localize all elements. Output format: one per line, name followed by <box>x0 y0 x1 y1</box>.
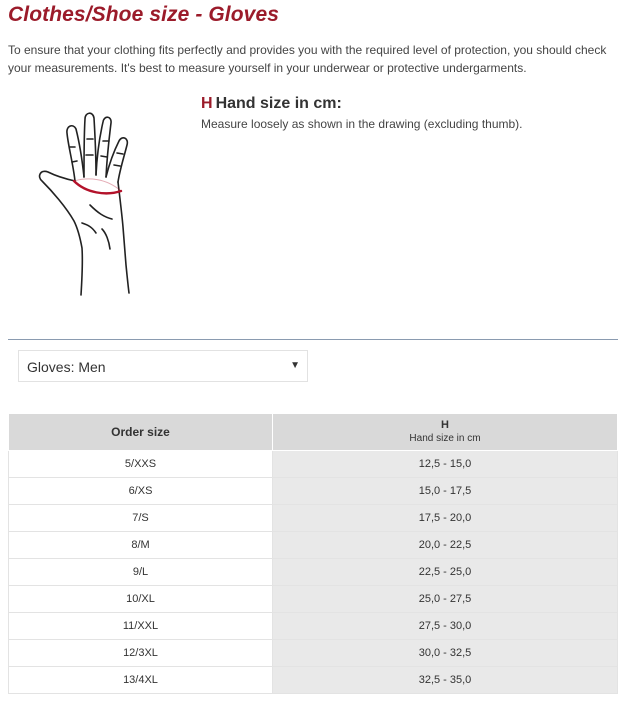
table-row <box>9 559 618 586</box>
select-value: Gloves: Men <box>27 359 106 375</box>
order-size-cell: 9/L <box>9 559 273 586</box>
order-size-cell: 8/M <box>9 532 273 559</box>
table-row <box>9 667 618 694</box>
table-row <box>9 505 618 532</box>
order-size-cell: 12/3XL <box>9 640 273 667</box>
hand-size-cell: 20,0 - 22,5 <box>273 532 618 559</box>
hand-size-cell: 12,5 - 15,0 <box>273 451 618 478</box>
glove-category-select[interactable] <box>18 350 308 382</box>
order-size-cell: 5/XXS <box>9 451 273 478</box>
measurement-heading <box>201 95 342 113</box>
intro-text: To ensure that your clothing fits perfectly and provides you with the required level of protection, you should check your measurements. It's best to measure yourself in your underwear or protective undergarments. <box>8 43 607 75</box>
hand-measure-illustration <box>30 103 150 298</box>
order-size-cell: 11/XXL <box>9 613 273 640</box>
page-title: Clothes/Shoe size - Gloves <box>8 3 280 26</box>
header-hand-size <box>273 414 618 451</box>
measurement-description: Measure loosely as shown in the drawing (excluding thumb). <box>201 117 523 131</box>
hand-size-cell: 30,0 - 32,5 <box>273 640 618 667</box>
table-row <box>9 586 618 613</box>
measurement-title: Hand size in cm: <box>215 95 342 112</box>
table-row <box>9 451 618 478</box>
size-table <box>8 413 618 694</box>
hand-size-cell: 25,0 - 27,5 <box>273 586 618 613</box>
chevron-down-icon[interactable]: ▼ <box>290 360 300 371</box>
section-divider <box>8 339 618 340</box>
order-size-cell: 13/4XL <box>9 667 273 694</box>
order-size-cell: 7/S <box>9 505 273 532</box>
hand-size-cell: 22,5 - 25,0 <box>273 559 618 586</box>
hand-size-cell: 27,5 - 30,0 <box>273 613 618 640</box>
order-size-cell: 6/XS <box>9 478 273 505</box>
table-header-row <box>9 414 618 451</box>
hand-size-cell: 17,5 - 20,0 <box>273 505 618 532</box>
table-row <box>9 613 618 640</box>
hand-size-cell: 32,5 - 35,0 <box>273 667 618 694</box>
table-row <box>9 478 618 505</box>
header-hand-letter: H <box>441 419 449 431</box>
measurement-letter: H <box>201 95 213 112</box>
hand-size-cell: 15,0 - 17,5 <box>273 478 618 505</box>
order-size-cell: 10/XL <box>9 586 273 613</box>
table-row <box>9 532 618 559</box>
header-order-size: Order size <box>9 414 273 451</box>
table-row <box>9 640 618 667</box>
header-hand-label: Hand size in cm <box>409 433 481 444</box>
